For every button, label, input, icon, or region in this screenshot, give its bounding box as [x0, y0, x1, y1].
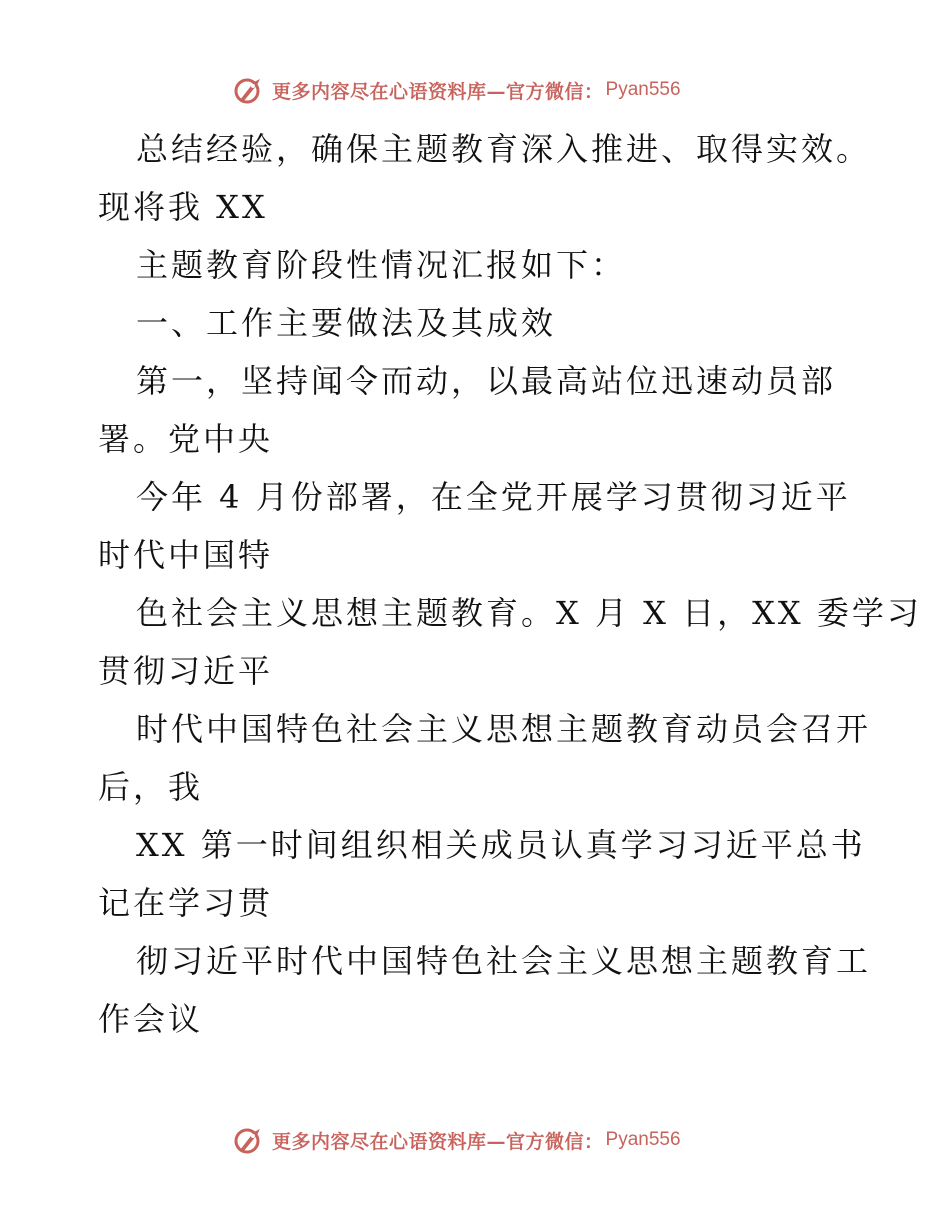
text-line: 今年 4 月份部署，在全党开展学习贯彻习近平 — [136, 478, 851, 516]
text-line: XX 第一时间组织相关成员认真学习习近平总书 — [136, 826, 866, 864]
text-line: 作会议 — [98, 1000, 204, 1038]
text-line: 后，我 — [98, 768, 204, 806]
header-watermark — [232, 72, 681, 108]
watermark-text: 更多内容尽在心语资料库—官方微信： — [272, 80, 604, 103]
text-line: 署。党中央 — [98, 420, 274, 458]
text-line: 主题教育阶段性情况汇报如下： — [136, 246, 627, 284]
pen-nib-logo-icon — [232, 73, 266, 107]
section-heading: 一、工作主要做法及其成效 — [136, 304, 557, 342]
watermark-text: 更多内容尽在心语资料库—官方微信： — [272, 1130, 604, 1153]
text-line: 时代中国特色社会主义思想主题教育动员会召开 — [136, 710, 872, 748]
document-body — [98, 120, 922, 1048]
text-line: 现将我 XX — [98, 188, 268, 226]
text-line: 贯彻习近平 — [98, 652, 274, 690]
watermark-handle: Pyan556 — [605, 1129, 681, 1150]
text-line: 彻习近平时代中国特色社会主义思想主题教育工 — [136, 942, 872, 980]
text-line: 总结经验，确保主题教育深入推进、取得实效。 — [136, 130, 872, 168]
pen-nib-logo-icon — [232, 1123, 266, 1157]
watermark-handle: Pyan556 — [605, 79, 681, 100]
text-line: 时代中国特 — [98, 536, 274, 574]
text-line: 第一，坚持闻令而动，以最高站位迅速动员部 — [136, 362, 837, 400]
text-line: 记在学习贯 — [98, 884, 274, 922]
text-line: 色社会主义思想主题教育。X 月 X 日，XX 委学习 — [136, 594, 922, 632]
footer-watermark — [232, 1122, 681, 1158]
